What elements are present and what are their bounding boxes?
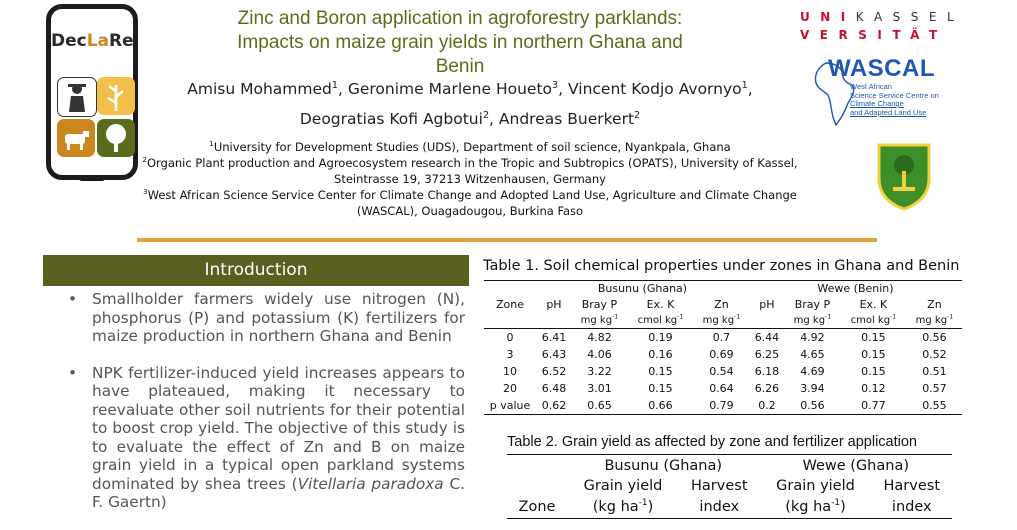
wascal-tagline: West African Science Service Centre on Climate Change and Adapted Land Use (850, 82, 939, 117)
author-separator: , (337, 80, 348, 98)
author-name: Vincent Kodjo Avornyo (568, 80, 742, 98)
uni-kassel-row-2: VERSITÄT (800, 28, 948, 42)
table-header-row: Busunu (Ghana) Wewe (Ghana) (507, 455, 952, 477)
authors (150, 74, 790, 134)
table-header-row: Busunu (Ghana) Wewe (Benin) (484, 281, 962, 297)
declare-logo (46, 4, 138, 180)
list-item: • NPK fertilizer-induced yield increases appears to have plateaued, making it necessary to reevaluate other soil nutrients for their potential to boost crop yield. The objective of this study is to evaluate the effect of Zn and B on maize grain yield in a typical open parkland systems dominated by shea trees (Vitellaria paradoxa C. F. Gaertn) (68, 363, 466, 511)
uds-crest-logo (873, 141, 935, 211)
author-separator: , (747, 80, 753, 98)
header-divider (137, 238, 877, 242)
author-separator: , (489, 110, 499, 128)
author-name: Andreas Buerkert (498, 110, 635, 128)
authors-line-2 (150, 104, 790, 134)
tree-icon (97, 119, 135, 157)
table-row: 0 6.41 4.82 0.19 0.7 6.44 4.92 0.15 0.56 (506, 331, 947, 344)
table-row: p value 0.62 0.65 0.66 0.79 0.2 0.56 0.77 0.55 (484, 397, 962, 415)
affiliations (140, 139, 800, 219)
table-row: 10 6.52 3.22 0.15 0.54 6.18 4.69 0.15 0.51 (503, 365, 947, 378)
affiliation: $^2$Organic Plant production and Agroecosystem research in the Tropic and Subtropics (OPATS), University of Kassel, Steintrasse 19, 37213 Witzenhausen, Germany (142, 155, 798, 186)
wascal-name: WASCAL (828, 55, 935, 82)
uni-kassel-logo (800, 8, 964, 44)
title-line: Impacts on maize grain yields in northern Ghana and (237, 32, 683, 53)
grain-yield-table (507, 454, 952, 523)
phone-notch (79, 176, 105, 181)
poster-title (160, 7, 760, 79)
uni-kassel-row-1: UNIKASSEL (800, 10, 965, 24)
table-row: 20 6.48 3.01 0.15 0.64 6.26 3.94 0.12 0.57 (503, 382, 947, 395)
author-affil-mark: 3 (552, 79, 559, 91)
author-name: Deogratias Kofi Agbotui (299, 110, 483, 128)
title-line: Benin (435, 56, 485, 77)
table1-caption: Table 1. Soil chemical properties under zones in Ghana and Benin (483, 258, 960, 274)
crop-icon (97, 77, 135, 115)
table-units-row: mg $kg^{-1}$ cmol $kg^{-1}$ mg $kg^{-1}$ mg $kg^{-1}$ cmol $kg^{-1}$ mg $kg^{-1}$ (484, 313, 962, 329)
table-header-row: Zone pH Bray P Ex. K Zn pH Bray P Ex. K Zn (495, 298, 942, 311)
farmer-icon (57, 77, 97, 117)
declare-logo-text: DecLaRe (51, 31, 134, 51)
author-affil-mark: 1 (741, 79, 748, 91)
table-header-row: Grain yield Harvest Grain yield Harvest (583, 478, 941, 494)
affiliation: $^1$University for Development Studies (UDS), Department of soil science, Nyankpala, Ghana (209, 139, 731, 154)
table-row: 3 6.43 4.06 0.16 0.69 6.25 4.65 0.15 0.52 (506, 348, 947, 361)
author-separator: , (558, 80, 568, 98)
title-line: Zinc and Boron application in agroforestry parklands: (237, 8, 683, 29)
cattle-icon (57, 119, 95, 157)
author-name: Amisu Mohammed (187, 80, 332, 98)
soil-properties-table (484, 280, 962, 415)
author-affil-mark: 1 (331, 79, 338, 91)
author-affil-mark: 2 (634, 109, 641, 121)
table2-caption: Table 2. Grain yield as affected by zone and fertilizer application (507, 434, 918, 450)
author-name: Geronime Marlene Houeto (347, 80, 553, 98)
table-header-row: Zone (kg $ha^{-1}$) index (kg $ha^{-1}$) index (518, 498, 932, 515)
list-item: • Smallholder farmers widely use nitrogen (N), phosphorus (P) and potassium (K) fertilizers for maize production in northern Ghana and Benin (68, 290, 465, 345)
wascal-logo (812, 55, 962, 135)
introduction-heading: Introduction (43, 255, 469, 286)
author-affil-mark: 2 (482, 109, 490, 121)
introduction-body (68, 290, 465, 530)
affiliation: $^3$West African Science Service Center for Climate Change and Adopted Land Use, Agriculture and Climate Change (WASCAL), Ouagadougou, Burkina Faso (143, 187, 797, 218)
authors-line-1 (150, 74, 790, 104)
